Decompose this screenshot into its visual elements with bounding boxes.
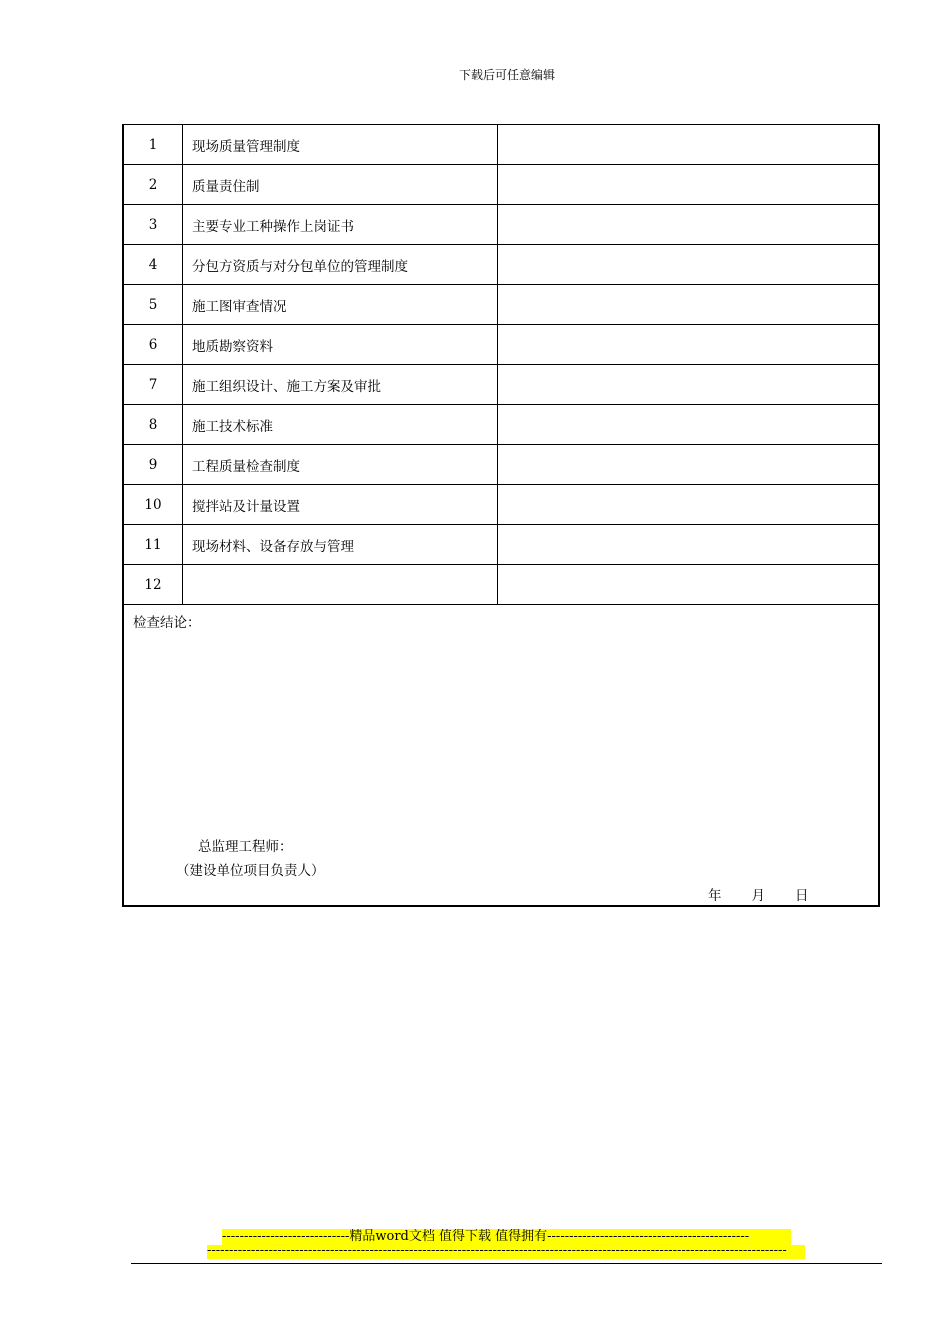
row-item: 工程质量检查制度: [183, 445, 498, 485]
row-status-cell[interactable]: [498, 165, 879, 205]
footer-dashes: ------------------------------------------------------------------------------------------------------------------------------------: [207, 1245, 805, 1259]
row-number: 9: [124, 445, 183, 485]
row-item: 地质勘察资料: [183, 325, 498, 365]
row-item: 现场材料、设备存放与管理: [183, 525, 498, 565]
table-row: [124, 205, 878, 245]
supervisor-signature-label: 总监理工程师：: [198, 839, 293, 855]
owner-signature-label: （建设单位项目负责人）: [176, 863, 325, 879]
row-item: 主要专业工种操作上岗证书: [183, 205, 498, 245]
row-item: 施工技术标准: [183, 405, 498, 445]
conclusion-label: 检查结论：: [133, 615, 201, 631]
row-number: 5: [124, 285, 183, 325]
row-number: 8: [124, 405, 183, 445]
row-status-cell[interactable]: [498, 565, 879, 605]
row-number: 3: [124, 205, 183, 245]
row-item[interactable]: [183, 565, 498, 605]
table-row: [124, 285, 878, 325]
footer-banner: -----------------------------精品word文档 值得下载 值得拥有----------------------------------------------: [222, 1229, 791, 1245]
row-status-cell[interactable]: [498, 245, 879, 285]
row-status-cell[interactable]: [498, 205, 879, 245]
row-status-cell[interactable]: [498, 325, 879, 365]
table-row: [124, 525, 878, 565]
date-month-label: 月: [751, 888, 765, 904]
row-item: 施工组织设计、施工方案及审批: [183, 365, 498, 405]
checklist-table: [124, 125, 878, 605]
table-row: [124, 565, 878, 605]
row-item: 施工图审查情况: [183, 285, 498, 325]
row-status-cell[interactable]: [498, 525, 879, 565]
row-status-cell[interactable]: [498, 405, 879, 445]
date-year-label: 年: [708, 888, 722, 904]
table-row: [124, 165, 878, 205]
table-row: [124, 325, 878, 365]
row-number: 6: [124, 325, 183, 365]
conclusion-section[interactable]: [124, 605, 878, 905]
row-number: 1: [124, 125, 183, 165]
table-row: [124, 125, 878, 165]
row-number: 12: [124, 565, 183, 605]
row-status-cell[interactable]: [498, 445, 879, 485]
table-row: [124, 485, 878, 525]
row-status-cell[interactable]: [498, 125, 879, 165]
table-row: [124, 245, 878, 285]
row-status-cell[interactable]: [498, 285, 879, 325]
table-row: [124, 445, 878, 485]
row-item: 现场质量管理制度: [183, 125, 498, 165]
row-status-cell[interactable]: [498, 485, 879, 525]
row-status-cell[interactable]: [498, 365, 879, 405]
date-day-label: 日: [795, 888, 809, 904]
inspection-form: [122, 124, 880, 907]
page-header-note: 下载后可任意编辑: [458, 68, 555, 82]
row-number: 4: [124, 245, 183, 285]
table-row: [124, 365, 878, 405]
row-item: 搅拌站及计量设置: [183, 485, 498, 525]
date-line: [708, 884, 809, 904]
row-number: 11: [124, 525, 183, 565]
row-number: 7: [124, 365, 183, 405]
row-item: 质量责住制: [183, 165, 498, 205]
row-item: 分包方资质与对分包单位的管理制度: [183, 245, 498, 285]
footer-rule: [131, 1263, 882, 1264]
row-number: 2: [124, 165, 183, 205]
row-number: 10: [124, 485, 183, 525]
table-row: [124, 405, 878, 445]
